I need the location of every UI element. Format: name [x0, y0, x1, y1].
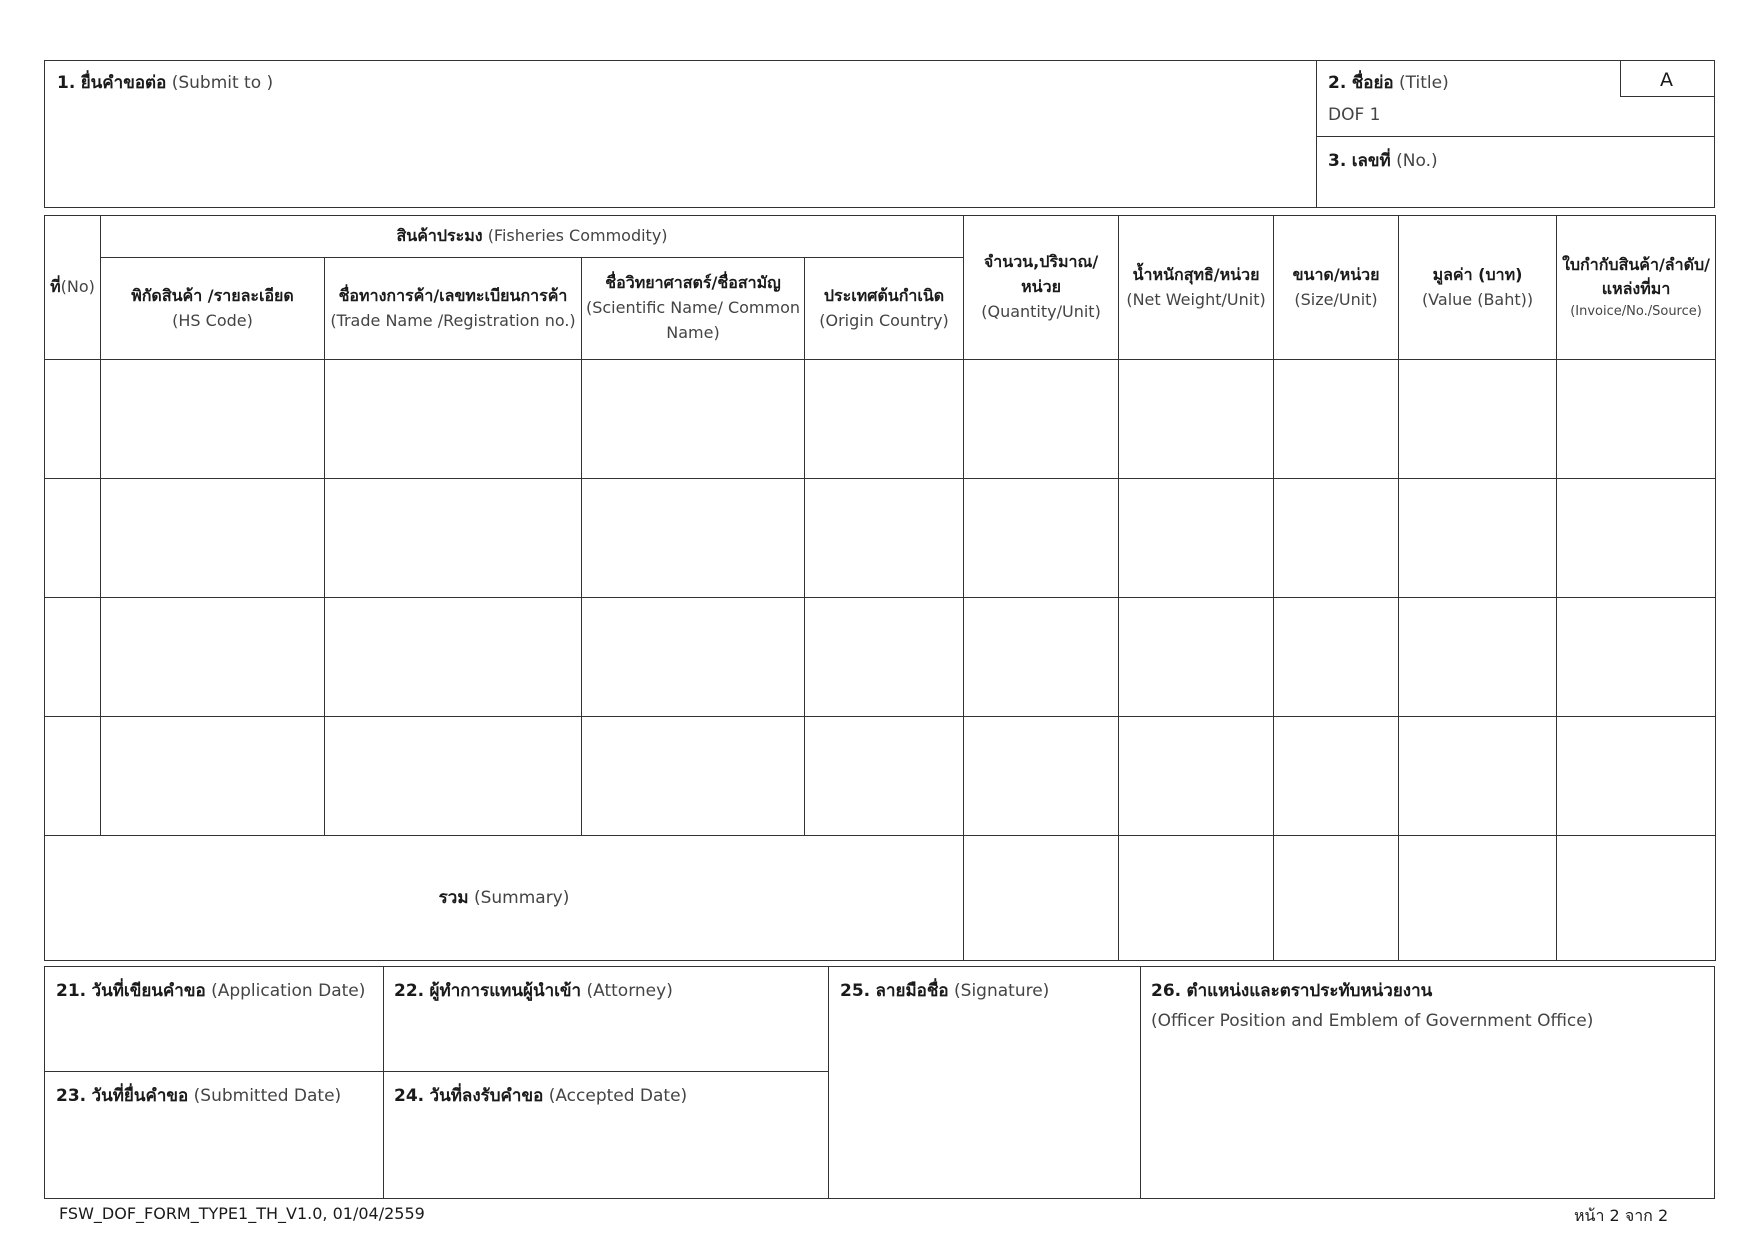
- summary-net-weight[interactable]: [1119, 836, 1274, 961]
- officer-position-en: (Officer Position and Emblem of Government Office): [1151, 1011, 1594, 1031]
- col-hs-code-header: พิกัดสินค้า /รายละเอียด (HS Code): [101, 258, 325, 360]
- form-code: FSW_DOF_FORM_TYPE1_TH_V1.0, 01/04/2559: [59, 1204, 425, 1223]
- cell-scientific-name[interactable]: [582, 360, 805, 479]
- cell-origin[interactable]: [805, 717, 964, 836]
- cell-value[interactable]: [1399, 598, 1557, 717]
- cell-trade-name[interactable]: [325, 717, 582, 836]
- col-quantity-header: จำนวน,ปริมาณ/หน่วย (Quantity/Unit): [964, 216, 1119, 360]
- summary-invoice[interactable]: [1557, 836, 1716, 961]
- table-row: [45, 717, 1716, 836]
- col-scientific-name-header: ชื่อวิทยาศาสตร์/ชื่อสามัญ (Scientific Name/ Common Name): [582, 258, 805, 360]
- cell-invoice[interactable]: [1557, 479, 1716, 598]
- commodity-table: [44, 215, 1716, 961]
- cell-no[interactable]: [45, 360, 101, 479]
- summary-label: รวม (Summary): [45, 836, 964, 961]
- cell-hs-code[interactable]: [101, 360, 325, 479]
- col-no-header: ที่(No): [45, 216, 101, 360]
- officer-position-label: 26. ตำแหน่งและตราประทับหน่วยงาน: [1151, 981, 1433, 1001]
- cell-scientific-name[interactable]: [582, 717, 805, 836]
- group-header-fisheries: สินค้าประมง (Fisheries Commodity): [101, 216, 964, 258]
- summary-quantity[interactable]: [964, 836, 1119, 961]
- table-row: [45, 598, 1716, 717]
- cell-value[interactable]: [1399, 479, 1557, 598]
- cell-size[interactable]: [1274, 479, 1399, 598]
- divider-21-22: [383, 966, 384, 1199]
- cell-quantity[interactable]: [964, 598, 1119, 717]
- summary-value[interactable]: [1399, 836, 1557, 961]
- summary-size[interactable]: [1274, 836, 1399, 961]
- col-value-header: มูลค่า (บาท) (Value (Baht)): [1399, 216, 1557, 360]
- cell-invoice[interactable]: [1557, 598, 1716, 717]
- cell-quantity[interactable]: [964, 479, 1119, 598]
- col-invoice-header: ใบกำกับสินค้า/ลำดับ/แหล่งที่มา (Invoice/No./Source): [1557, 216, 1716, 360]
- cell-hs-code[interactable]: [101, 479, 325, 598]
- divider-22-25: [828, 966, 829, 1199]
- accepted-date-label: 24. วันที่ลงรับคำขอ (Accepted Date): [394, 1086, 688, 1106]
- title-divider: [1316, 60, 1317, 208]
- cell-invoice[interactable]: [1557, 717, 1716, 836]
- attorney-label: 22. ผู้ทำการแทนผู้นำเข้า (Attorney): [394, 981, 673, 1001]
- number-divider: [1316, 136, 1715, 137]
- cell-trade-name[interactable]: [325, 598, 582, 717]
- cell-value[interactable]: [1399, 717, 1557, 836]
- submit-to-label: 1. ยื่นคำขอต่อ (Submit to ): [57, 73, 274, 93]
- cell-hs-code[interactable]: [101, 717, 325, 836]
- cell-origin[interactable]: [805, 360, 964, 479]
- cell-scientific-name[interactable]: [582, 598, 805, 717]
- table-row: [45, 479, 1716, 598]
- cell-size[interactable]: [1274, 360, 1399, 479]
- cell-origin[interactable]: [805, 479, 964, 598]
- divider-25-26: [1140, 966, 1141, 1199]
- cell-no[interactable]: [45, 598, 101, 717]
- submitted-date-label: 23. วันที่ยื่นคำขอ (Submitted Date): [56, 1086, 342, 1106]
- cell-scientific-name[interactable]: [582, 479, 805, 598]
- cell-origin[interactable]: [805, 598, 964, 717]
- page-number: หน้า 2 จาก 2: [1574, 1206, 1669, 1225]
- cell-quantity[interactable]: [964, 360, 1119, 479]
- divider-row-23-24: [44, 1071, 829, 1072]
- col-trade-name-header: ชื่อทางการค้า/เลขทะเบียนการค้า (Trade Name /Registration no.): [325, 258, 582, 360]
- signature-label: 25. ลายมือชื่อ (Signature): [840, 981, 1050, 1001]
- title-label: 2. ชื่อย่อ (Title): [1328, 73, 1449, 93]
- table-row: [45, 360, 1716, 479]
- col-net-weight-header: น้ำหนักสุทธิ/หน่วย (Net Weight/Unit): [1119, 216, 1274, 360]
- cell-net-weight[interactable]: [1119, 598, 1274, 717]
- badge-letter: A: [1660, 69, 1673, 91]
- number-label: 3. เลขที่ (No.): [1328, 151, 1438, 171]
- header-box: [44, 60, 1715, 208]
- cell-size[interactable]: [1274, 598, 1399, 717]
- col-size-header: ขนาด/หน่วย (Size/Unit): [1274, 216, 1399, 360]
- cell-net-weight[interactable]: [1119, 717, 1274, 836]
- cell-no[interactable]: [45, 717, 101, 836]
- cell-quantity[interactable]: [964, 717, 1119, 836]
- cell-invoice[interactable]: [1557, 360, 1716, 479]
- application-date-label: 21. วันที่เขียนคำขอ (Application Date): [56, 981, 366, 1001]
- cell-hs-code[interactable]: [101, 598, 325, 717]
- title-value: DOF 1: [1328, 105, 1381, 125]
- cell-size[interactable]: [1274, 717, 1399, 836]
- col-origin-country-header: ประเทศต้นกำเนิด (Origin Country): [805, 258, 964, 360]
- cell-net-weight[interactable]: [1119, 479, 1274, 598]
- cell-value[interactable]: [1399, 360, 1557, 479]
- cell-trade-name[interactable]: [325, 360, 582, 479]
- summary-row: [45, 836, 1716, 961]
- cell-net-weight[interactable]: [1119, 360, 1274, 479]
- cell-no[interactable]: [45, 479, 101, 598]
- cell-trade-name[interactable]: [325, 479, 582, 598]
